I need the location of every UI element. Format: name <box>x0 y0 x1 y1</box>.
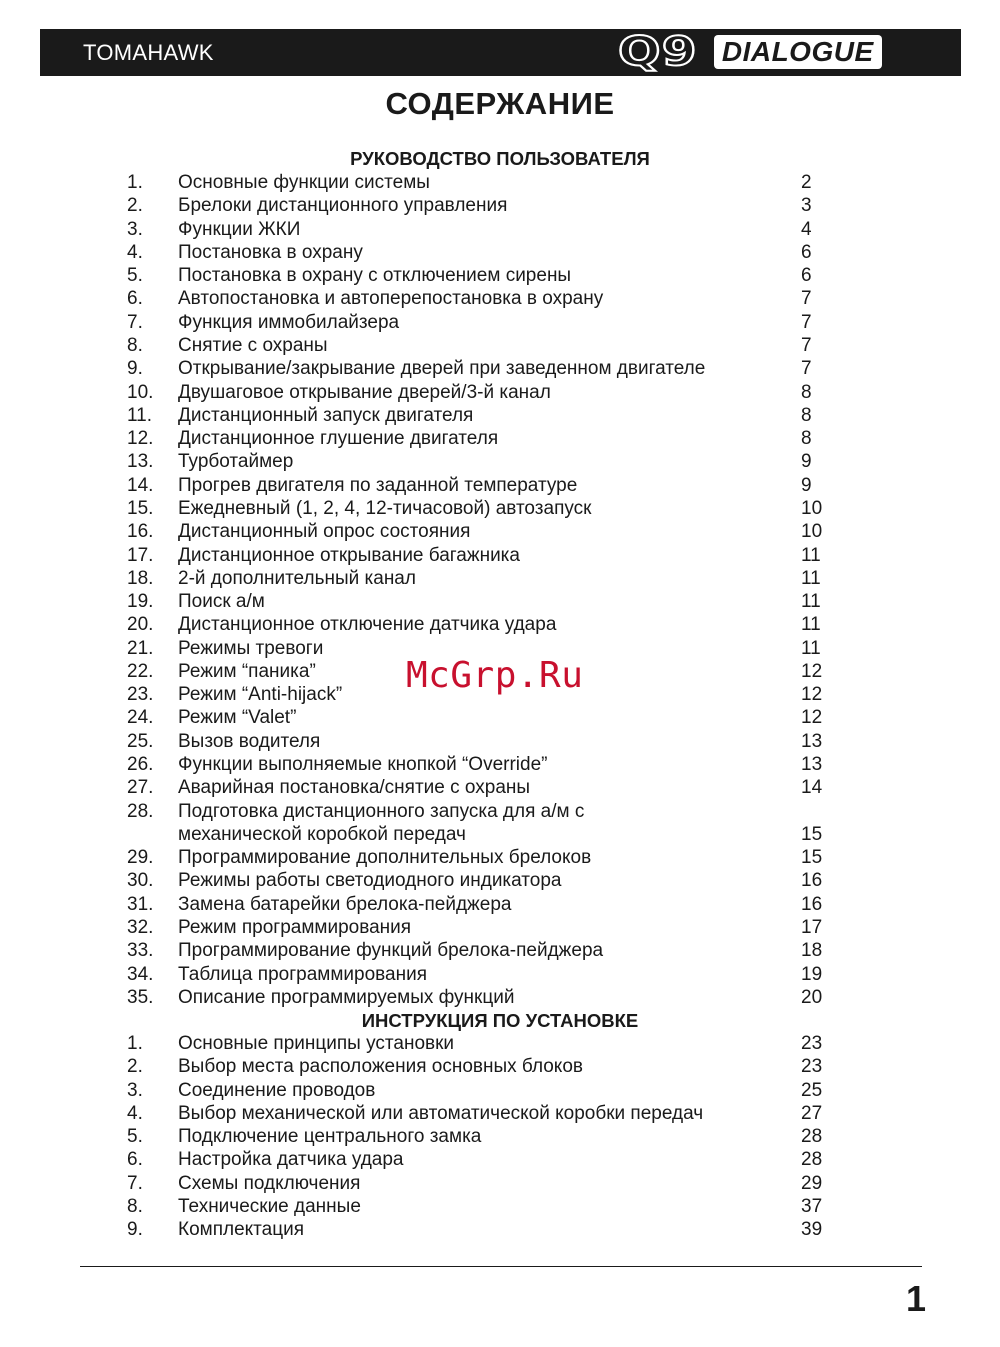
toc-entry-page: 7 <box>801 311 812 333</box>
toc-entry <box>0 287 1000 310</box>
toc-entry-number: 7. <box>127 311 143 333</box>
toc-entry-page: 7 <box>801 358 812 380</box>
toc-entry-page: 10 <box>801 521 823 543</box>
brand-name: TOMAHAWK <box>83 40 214 65</box>
toc-entry-number: 4. <box>127 1102 143 1124</box>
toc-entry-title: Основные функции системы <box>178 172 430 193</box>
toc-entry-page: 6 <box>801 265 812 287</box>
toc-entry-title: Выбор механической или автоматической коробки передач <box>178 1102 704 1124</box>
section-title-user-guide: РУКОВОДСТВО ПОЛЬЗОВАТЕЛЯ <box>350 148 650 169</box>
toc-entry-number: 33. <box>127 940 154 962</box>
toc-entry-number: 1. <box>127 172 143 193</box>
toc-entry-title: Двушаговое открывание дверей/3-й канал <box>178 381 551 403</box>
toc-entry-number: 31. <box>127 893 154 915</box>
toc-entry-title: Дистанционное открывание багажника <box>178 544 520 566</box>
toc-entry-number: 9. <box>127 1219 143 1241</box>
product-logo <box>618 29 882 75</box>
toc-entry-number: 26. <box>127 754 154 775</box>
toc-entry-page: 9 <box>801 474 812 496</box>
toc-entry-number: 23. <box>127 684 154 706</box>
toc-entry-page: 15 <box>801 847 823 869</box>
toc-entry-page: 11 <box>801 591 821 612</box>
toc-entry-number: 8. <box>127 1196 143 1217</box>
toc-entry-number: 6. <box>127 1149 143 1171</box>
toc-entry-title: Подготовка дистанционного запуска для а/м с <box>178 800 585 822</box>
section-title-installation: ИНСТРУКЦИЯ ПО УСТАНОВКЕ <box>361 1010 639 1031</box>
toc-entry-title: Таблица программирования <box>178 963 427 985</box>
toc-entry-title: Режим программирования <box>178 917 412 938</box>
toc-entry-number: 1. <box>127 1033 143 1054</box>
toc-entry <box>0 1195 1000 1218</box>
toc-entry-page: 29 <box>801 1172 823 1194</box>
toc-entry-number: 15. <box>127 497 154 519</box>
toc-entry-number: 34. <box>127 963 154 985</box>
toc-entry-number: 9. <box>127 358 143 380</box>
toc-entry-page: 17 <box>801 917 823 938</box>
toc-entry-title: Соединение проводов <box>178 1079 376 1101</box>
toc-entry-title: Основные принципы установки <box>178 1033 455 1054</box>
toc-entry-page: 7 <box>801 288 812 310</box>
toc-entry-page: 23 <box>801 1056 823 1078</box>
toc-entry-number: 13. <box>127 451 154 473</box>
toc-entry-title: Режим “паника” <box>178 660 316 682</box>
toc-entry <box>0 869 1000 892</box>
watermark: McGrp.Ru <box>406 655 584 696</box>
toc-entry-title: Выбор места расположения основных блоков <box>178 1056 583 1078</box>
toc-entry-title: Прогрев двигателя по заданной температуре <box>178 474 578 496</box>
toc-entry-title: Замена батарейки брелока-пейджера <box>178 893 512 915</box>
toc-entry-title: Постановка в охрану <box>178 241 363 263</box>
toc-entry-number: 11. <box>127 404 153 426</box>
toc-entry-title: Дистанционный запуск двигателя <box>178 404 474 426</box>
toc-entry-number: 21. <box>127 637 154 659</box>
toc-entry-page: 6 <box>801 241 812 263</box>
toc-entry <box>0 1032 1000 1055</box>
toc-entry-title: Режим “Anti-hijack” <box>178 684 343 706</box>
footer-rule <box>80 1266 922 1267</box>
toc-entry-title: Настройка датчика удара <box>178 1149 404 1171</box>
toc-entry <box>0 1148 1000 1171</box>
toc-entry-title: 2-й дополнительный канал <box>178 567 416 589</box>
toc-entry-page: 15 <box>801 823 823 845</box>
toc-entry-number: 24. <box>127 707 154 729</box>
toc-entry-title: Режим “Valet” <box>178 707 297 729</box>
toc-entry <box>0 590 1000 613</box>
toc-entry <box>0 1079 1000 1102</box>
toc-entry-number: 3. <box>127 1079 143 1101</box>
toc-entry <box>0 357 1000 380</box>
toc-entry-title: Функции ЖКИ <box>178 218 301 240</box>
toc-entry <box>0 730 1000 753</box>
toc-entry-page: 16 <box>801 893 823 915</box>
toc-entry-page: 7 <box>801 335 812 356</box>
toc-entry-number: 16. <box>127 521 154 543</box>
toc-entry-title: Открывание/закрывание дверей при заведенном двигателе <box>178 358 706 380</box>
toc-entry <box>0 753 1000 776</box>
toc-entry-page: 28 <box>801 1149 823 1171</box>
toc-entry <box>0 1172 1000 1195</box>
toc-entry <box>0 706 1000 729</box>
toc-entry-number: 7. <box>127 1172 143 1194</box>
toc-entry <box>0 218 1000 241</box>
toc-entry-number: 22. <box>127 660 154 682</box>
toc-entry <box>0 567 1000 590</box>
toc-entry-title: Программирование дополнительных брелоков <box>178 847 592 869</box>
toc-entry-number: 5. <box>127 1126 143 1148</box>
toc-entry-page: 16 <box>801 870 823 892</box>
toc-entry-number: 32. <box>127 917 154 938</box>
toc-entry-number: 3. <box>127 218 143 240</box>
toc-entry-page: 8 <box>801 381 812 403</box>
toc-entry <box>0 404 1000 427</box>
toc-entry-number: 27. <box>127 777 154 799</box>
toc-entry-page: 12 <box>801 707 823 729</box>
toc-entry <box>0 1102 1000 1125</box>
toc-entry <box>0 613 1000 636</box>
toc-entry-number: 14. <box>127 474 154 496</box>
toc-entry-page: 19 <box>801 963 823 985</box>
toc-entry-number: 2. <box>127 1056 143 1078</box>
toc-entry-page: 27 <box>801 1102 823 1124</box>
toc-entry-page: 11 <box>801 544 821 566</box>
logo-model: Q9 <box>618 29 698 75</box>
toc-entry-title: Комплектация <box>178 1219 305 1241</box>
toc-entry-number: 18. <box>127 567 154 589</box>
toc-entry-page: 11 <box>801 614 821 636</box>
toc-entry-number: 2. <box>127 195 143 217</box>
toc-entry <box>0 986 1000 1009</box>
toc-entry-title: Схемы подключения <box>178 1172 361 1194</box>
toc-entry <box>0 427 1000 450</box>
toc-entry-number: 8. <box>127 335 143 356</box>
toc-entry-page: 28 <box>801 1126 823 1148</box>
toc-entry-title: Программирование функций брелока-пейджера <box>178 940 604 962</box>
toc-entry-number: 30. <box>127 870 154 892</box>
toc-entry-title: Функции выполняемые кнопкой “Override” <box>178 754 548 775</box>
toc-entry-page: 18 <box>801 940 823 962</box>
toc-entry-title: Снятие с охраны <box>178 335 328 356</box>
toc-entry-number: 5. <box>127 265 143 287</box>
toc-entry <box>0 241 1000 264</box>
toc-entry <box>0 194 1000 217</box>
toc-entry-page: 8 <box>801 428 812 450</box>
toc-entry-number: 28. <box>127 800 154 822</box>
toc-entry-page: 11 <box>801 567 821 589</box>
toc-entry-title: Дистанционный опрос состояния <box>178 521 471 543</box>
toc-entry-page: 20 <box>801 986 823 1008</box>
toc-entry-page: 25 <box>801 1079 823 1101</box>
page-title: СОДЕРЖАНИЕ <box>385 86 615 121</box>
toc-entry <box>0 893 1000 916</box>
toc-entry <box>0 311 1000 334</box>
toc-entry-title: Описание программируемых функций <box>178 986 515 1008</box>
toc-entry-title: Поиск а/м <box>178 591 265 612</box>
toc-entry-title: механической коробкой передач <box>178 823 466 845</box>
toc-entry <box>0 939 1000 962</box>
toc-entry-number: 20. <box>127 614 154 636</box>
toc-entry <box>0 334 1000 357</box>
toc-entry-number: 12. <box>127 428 154 450</box>
toc-entry-title: Дистанционное глушение двигателя <box>178 428 499 450</box>
toc-entry <box>0 544 1000 567</box>
toc-entry <box>0 474 1000 497</box>
toc-entry-title: Дистанционное отключение датчика удара <box>178 614 557 636</box>
toc-entry <box>0 381 1000 404</box>
toc-entry-page: 12 <box>801 684 823 706</box>
toc-entry-number: 4. <box>127 241 143 263</box>
toc-entry-title: Турботаймер <box>178 451 294 473</box>
toc-entry <box>0 846 1000 869</box>
toc-entry-title: Вызов водителя <box>178 730 321 752</box>
toc-entry <box>0 776 1000 799</box>
toc-entry-page: 23 <box>801 1033 823 1054</box>
toc-entry-title: Технические данные <box>178 1196 361 1217</box>
toc-entry-title: Подключение центрального замка <box>178 1126 482 1148</box>
toc-entry <box>0 1218 1000 1241</box>
page-number: 1 <box>906 1278 927 1319</box>
toc-entry-title: Автопостановка и автоперепостановка в охрану <box>178 288 604 310</box>
toc-entry-title: Режимы работы светодиодного индикатора <box>178 870 562 892</box>
toc-entry-page: 11 <box>801 637 821 659</box>
toc-entry-page: 9 <box>801 451 812 473</box>
toc-entry-page: 10 <box>801 497 823 519</box>
toc-entry-page: 2 <box>801 172 812 193</box>
toc-entry <box>0 264 1000 287</box>
toc-entry-title: Режимы тревоги <box>178 637 324 659</box>
toc-entry-page: 8 <box>801 404 812 426</box>
toc-entry-number: 35. <box>127 986 154 1008</box>
toc-entry-title: Функция иммобилайзера <box>178 311 400 333</box>
toc-entry <box>0 497 1000 520</box>
toc-entry-page: 14 <box>801 777 823 799</box>
toc-entry <box>0 520 1000 543</box>
toc-entry-title: Аварийная постановка/снятие с охраны <box>178 777 531 799</box>
toc-entry-page: 37 <box>801 1196 823 1217</box>
toc-entry-number: 17. <box>127 544 154 566</box>
toc-entry-number: 6. <box>127 288 143 310</box>
toc-entry-title: Ежедневный (1, 2, 4, 12-тичасовой) автозапуск <box>178 497 592 519</box>
toc-entry <box>0 1055 1000 1078</box>
toc-entry <box>0 171 1000 194</box>
toc-entry-page: 3 <box>801 195 812 217</box>
toc-entry <box>0 916 1000 939</box>
toc-entry-number: 19. <box>127 591 154 612</box>
toc-entry-title: Брелоки дистанционного управления <box>178 195 508 217</box>
toc-entry-title: Постановка в охрану с отключением сирены <box>178 265 572 287</box>
toc-entry-page: 13 <box>801 754 823 775</box>
toc-entry <box>0 450 1000 473</box>
toc-entry-number: 25. <box>127 730 154 752</box>
toc-entry <box>0 963 1000 986</box>
toc-entry-page: 39 <box>801 1219 823 1241</box>
toc-entry <box>0 823 1000 846</box>
toc-entry <box>0 1125 1000 1148</box>
toc-entry-number: 29. <box>127 847 154 869</box>
toc-entry-page: 12 <box>801 660 823 682</box>
logo-name: DIALOGUE <box>714 35 882 69</box>
toc-entry-page: 13 <box>801 730 823 752</box>
toc-entry-page: 4 <box>801 218 812 240</box>
toc-entry <box>0 800 1000 823</box>
toc-entry-number: 10. <box>127 381 154 403</box>
